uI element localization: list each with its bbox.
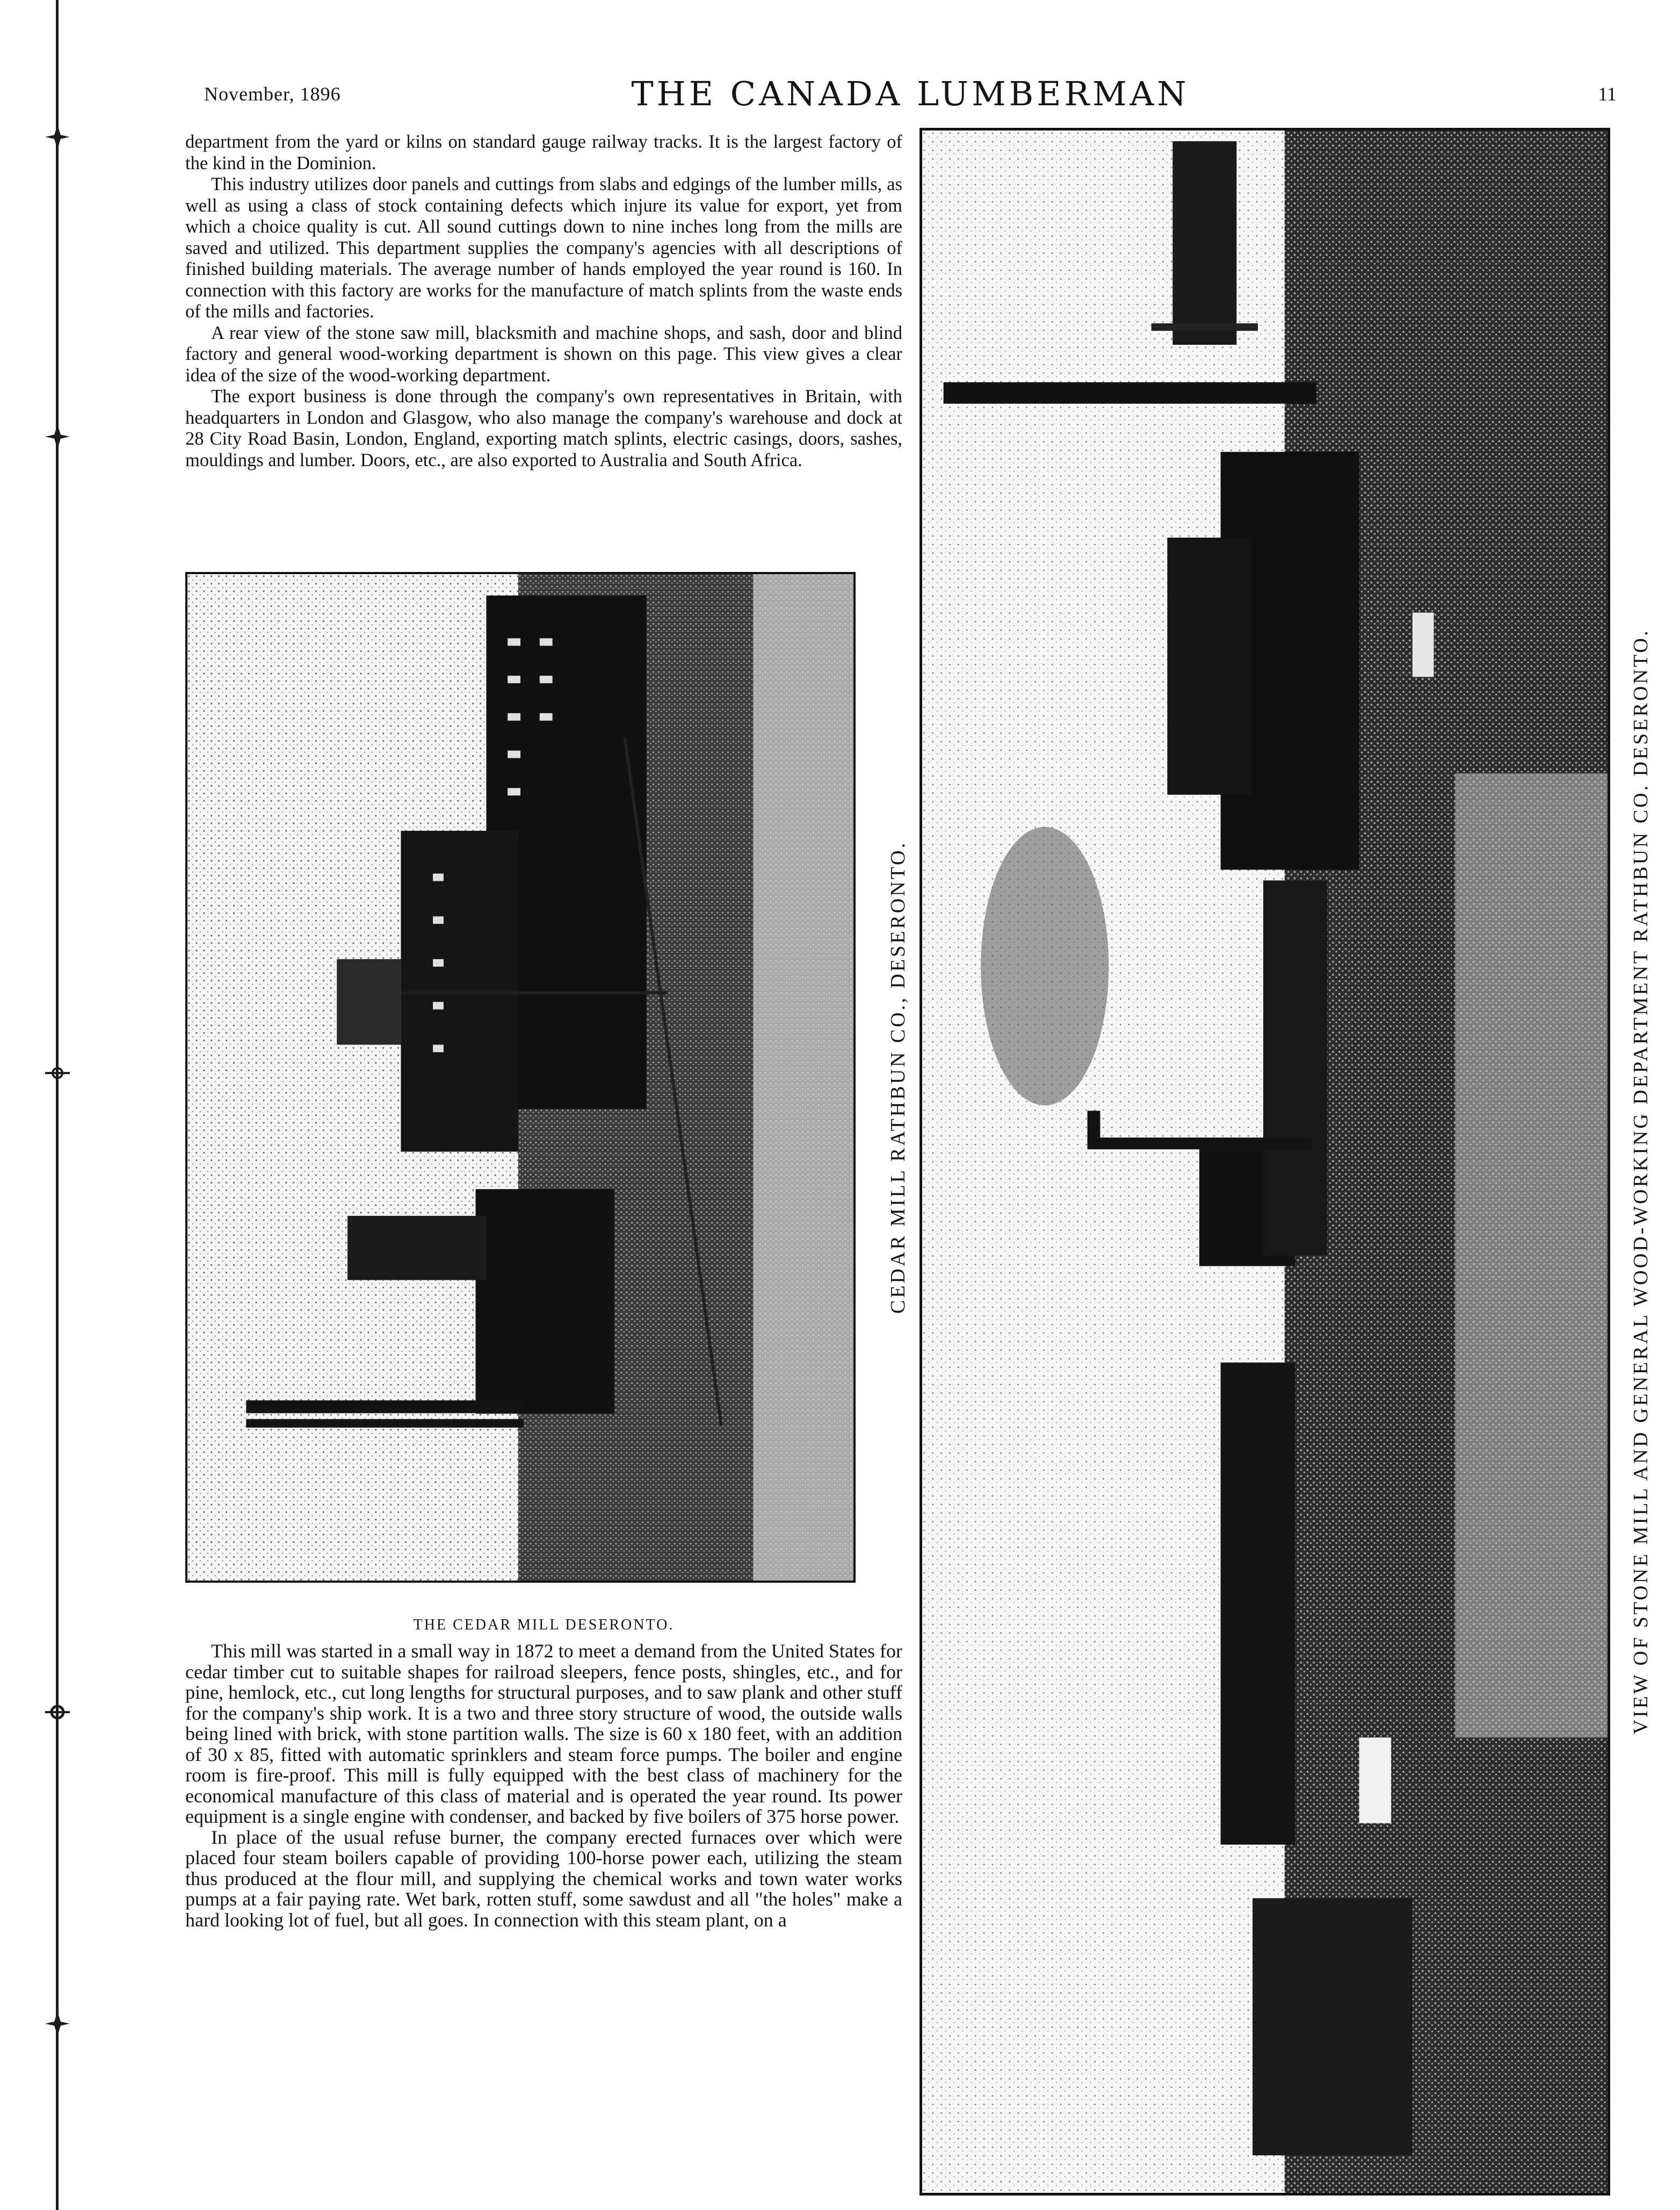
paragraph: department from the yard or kilns on standard gauge railway tracks. It is the largest factory of the kind in the Dominion. xyxy=(185,132,902,173)
binding-ornament-2 xyxy=(45,424,70,449)
stone-mill-vertical-caption: VIEW OF STONE MILL AND GENERAL WOOD-WORKING DEPARTMENT RATHBUN CO. DESERONTO. xyxy=(1630,628,1652,1735)
page-header xyxy=(204,74,1617,112)
masthead-title: THE CANADA LUMBERMAN xyxy=(631,74,1190,113)
page-number: 11 xyxy=(1598,83,1617,105)
stone-mill-photo xyxy=(919,128,1610,2195)
cedar-mill-photo xyxy=(185,572,856,1583)
binding-rule xyxy=(56,0,59,2210)
paragraph: This industry utilizes door panels and cuttings from slabs and edgings of the lumber mills, as well as using a class of stock containing defects which injure its value for export, yet from which a choice quality is cut. All sound cuttings down to nine inches long from the mills are saved and utilized. This department supplies the company's agencies with all descriptions of finished building materials. The average number of hands employed the year round is 160. In connection with this factory are works for the manufacture of match splints from the waste ends of the mills and factories. xyxy=(185,174,902,322)
paragraph: A rear view of the stone saw mill, blacksmith and machine shops, and sash, door and blind factory and general wood-working department is shown on this page. This view gives a clear idea of the size of the wood-working department. xyxy=(185,322,902,386)
issue-date: November, 1896 xyxy=(204,83,341,105)
binding-ornament-4 xyxy=(45,1700,70,1724)
binding-ornament-5 xyxy=(45,2011,70,2036)
binding-ornament-1 xyxy=(45,125,70,149)
cedar-mill-text xyxy=(185,1641,902,1930)
cedar-mill-heading: THE CEDAR MILL DESERONTO. xyxy=(413,1617,675,1633)
article-text-top xyxy=(185,132,902,471)
paragraph: In place of the usual refuse burner, the company erected furnaces over which were placed four steam boilers capable of providing 100-horse power each, utilizing the steam thus produced at the flour mill, and supplying the chemical works and town water works pumps at a fair paying rate. Wet bark, rotten stuff, some sawdust and all "the holes" make a hard looking lot of fuel, but all goes. In connection with this steam plant, on a xyxy=(185,1826,902,1931)
binding-ornament-3 xyxy=(45,1061,70,1085)
cedar-mill-vertical-caption: CEDAR MILL RATHBUN CO., DESERONTO. xyxy=(887,840,909,1314)
paragraph: The export business is done through the company's own representatives in Britain, with headquarters in London and Glasgow, who also manage the company's warehouse and dock at 28 City Road Basin, London, England, exporting match splints, electric casings, doors, sashes, mouldings and lumber. Doors, etc., are also exported to Australia and South Africa. xyxy=(185,386,902,470)
paragraph: This mill was started in a small way in 1872 to meet a demand from the United States for cedar timber cut to suitable shapes for railroad sleepers, fence posts, shingles, etc., and for pine, hemlock, etc., cut long lengths for structural purposes, and to saw plank and other stuff for the company's ship work. It is a two and three story structure of wood, the outside walls being lined with brick, with stone partition walls. The size is 60 x 180 feet, with an addition of 30 x 85, fitted with automatic sprinklers and steam force pumps. The boiler and engine room is fire-proof. This mill is fully equipped with the best class of machinery for the economical manufacture of this class of material and is operated the year round. Its power equipment is a single engine with condenser, and backed by five boilers of 375 horse power. xyxy=(185,1640,902,1827)
